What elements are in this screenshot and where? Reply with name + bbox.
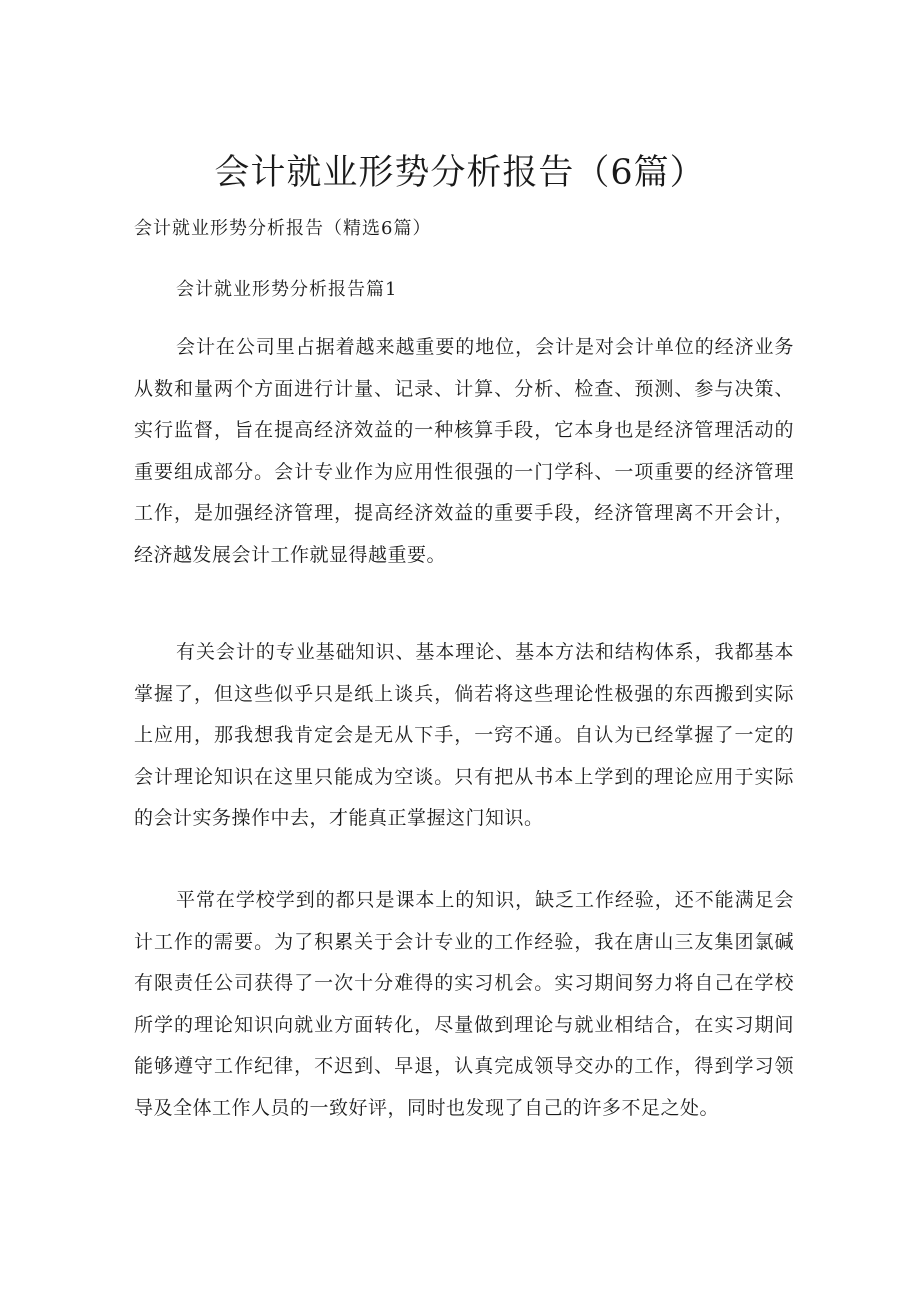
document-title: 会计就业形势分析报告（6篇） [214,153,706,193]
document-subtitle: 会计就业形势分析报告（精选6篇） [134,218,432,239]
paragraph-3: 平常在学校学到的都只是课本上的知识，缺乏工作经验，还不能满足会计工作的需要。为了积累关于会计专业的工作经验，我在唐山三友集团氯碱有限责任公司获得了一次十分难得的实习机会。实习期间努力将自己在学校所学的理论知识向就业方面转化，尽量做到理论与就业相结合，在实习期间能够遵守工作纪律，不迟到、早退，认真完成领导交办的工作，得到学习领导及全体工作人员的一致好评，同时也发现了自己的许多不足之处。 [134,889,794,1119]
paragraph-2: 有关会计的专业基础知识、基本理论、基本方法和结构体系，我都基本掌握了，但这些似乎只是纸上谈兵，倘若将这些理论性极强的东西搬到实际上应用，那我想我肯定会是无从下手，一窍不通。自认为已经掌握了一定的会计理论知识在这里只能成为空谈。只有把从书本上学到的理论应用于实际的会计实务操作中去，才能真正掌握这门知识。 [134,641,794,829]
section-heading: 会计就业形势分析报告篇1 [176,279,398,300]
paragraph-1: 会计在公司里占据着越来越重要的地位，会计是对会计单位的经济业务从数和量两个方面进行计量、记录、计算、分析、检查、预测、参与决策、实行监督，旨在提高经济效益的一种核算手段，它本身也是经济管理活动的重要组成部分。会计专业作为应用性很强的一门学科、一项重要的经济管理工作，是加强经济管理，提高经济效益的重要手段，经济管理离不开会计，经济越发展会计工作就显得越重要。 [134,336,794,566]
